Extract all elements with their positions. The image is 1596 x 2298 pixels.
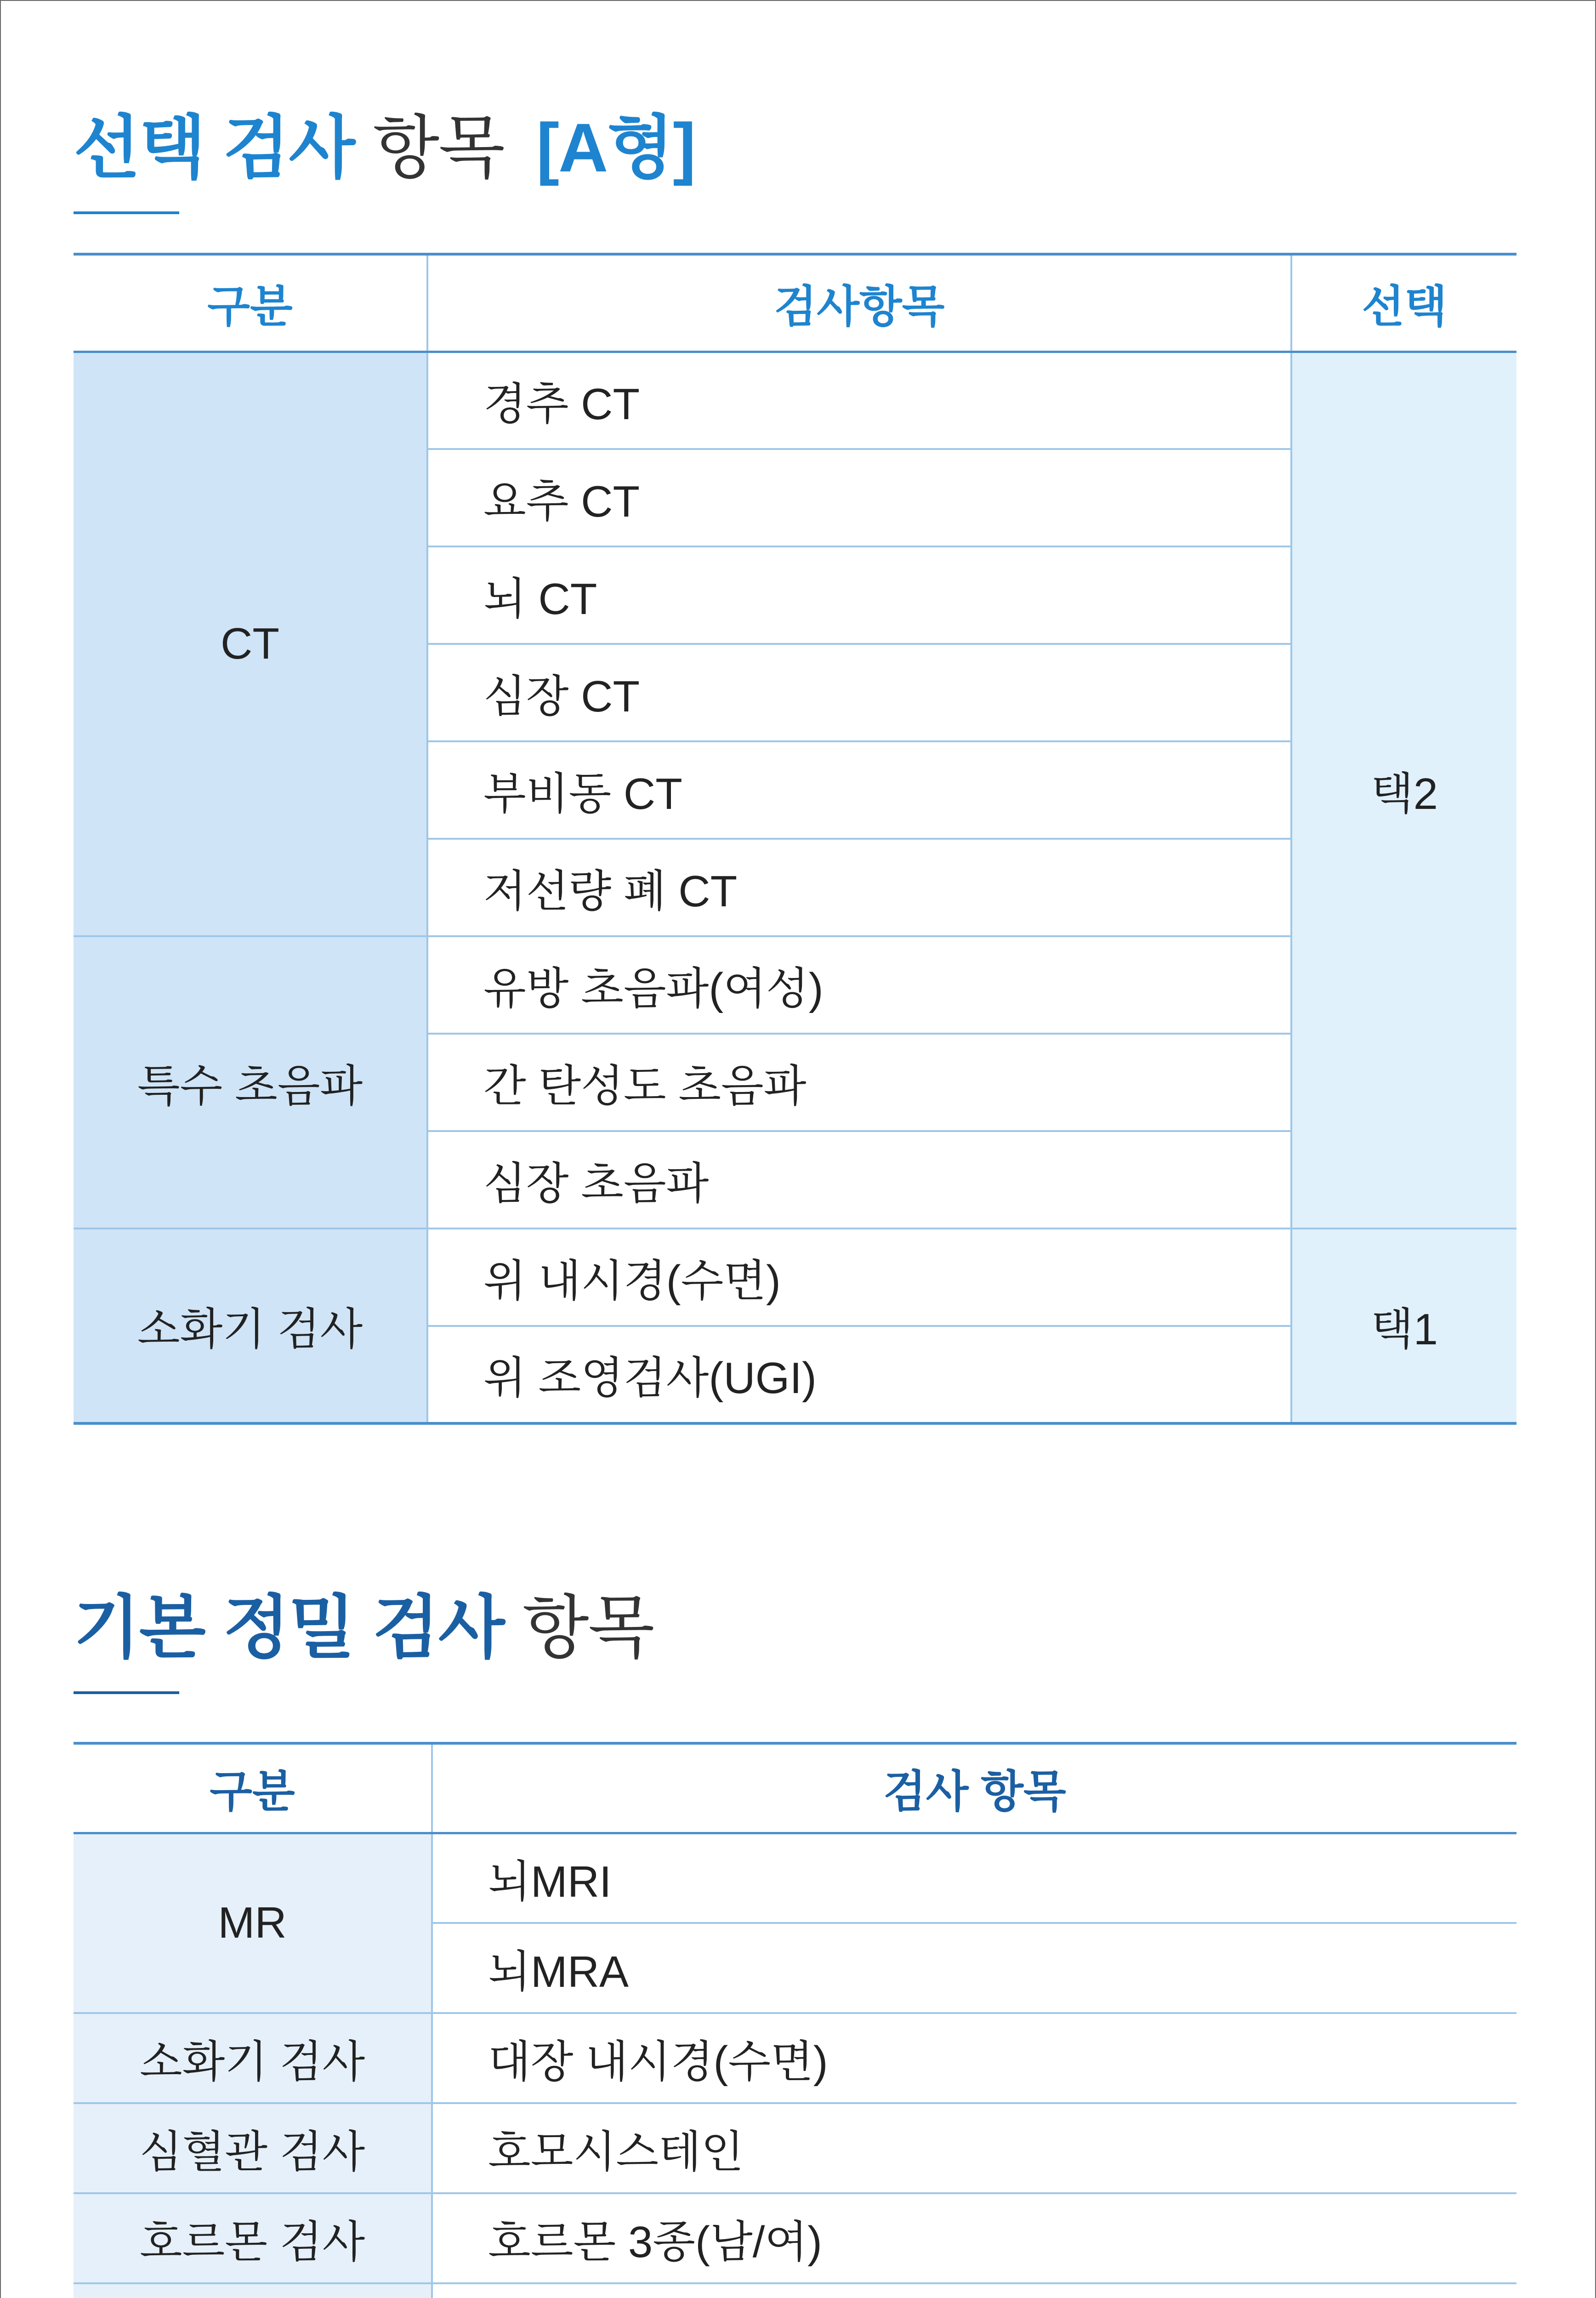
item-cell: 뇌MRA: [432, 1923, 1516, 2013]
item-cell: 유방 초음파(여성): [427, 936, 1291, 1034]
header-category: 구분: [74, 1743, 432, 1833]
category-cell: 소화기 검사: [74, 1229, 427, 1423]
basic-tests-table: [74, 1742, 1516, 2298]
selection-cell: 택2: [1291, 352, 1516, 1229]
item-cell: 호모시스테인: [432, 2103, 1516, 2193]
category-cell: 심혈관 검사: [74, 2103, 432, 2193]
table-row: [74, 1833, 1516, 1923]
header-selection: 선택: [1291, 254, 1516, 352]
table-row: [74, 2283, 1516, 2298]
header-category: 구분: [74, 254, 427, 352]
item-cell: 저선량 폐 CT: [427, 839, 1291, 936]
section1-title: [74, 92, 1516, 211]
header-items: 검사 항목: [432, 1743, 1516, 1833]
item-cell: 경추 CT: [427, 352, 1291, 449]
category-cell: [74, 2283, 432, 2298]
item-cell: 대장 내시경(수면): [432, 2013, 1516, 2103]
item-cell: 심장 초음파: [427, 1131, 1291, 1229]
item-cell: [432, 2283, 1516, 2298]
section1-title-normal: 항목: [373, 109, 505, 186]
section2-title-normal: 항목: [522, 1589, 654, 1666]
item-cell: 뇌 CT: [427, 546, 1291, 644]
item-cell: 부비동 CT: [427, 741, 1291, 839]
table-row: [74, 2193, 1516, 2283]
section1-title-strong: 선택 검사: [74, 109, 355, 186]
item-cell: 심장 CT: [427, 644, 1291, 741]
item-cell: 위 내시경(수면): [427, 1229, 1291, 1326]
section-basic-precision-tests: [74, 1572, 1516, 2298]
section2-title-underline: [74, 1691, 179, 1694]
item-cell: 위 조영검사(UGI): [427, 1326, 1291, 1423]
section1-title-tag: [A형]: [536, 109, 695, 186]
category-cell: 특수 초음파: [74, 936, 427, 1229]
header-items: 검사항목: [427, 254, 1291, 352]
selection-cell: 택1: [1291, 1229, 1516, 1423]
item-cell: 간 탄성도 초음파: [427, 1034, 1291, 1131]
section-optional-tests: [74, 92, 1516, 1425]
section1-title-underline: [74, 211, 179, 214]
item-cell: 요추 CT: [427, 449, 1291, 546]
table-row: [74, 352, 1516, 449]
category-cell: CT: [74, 352, 427, 936]
optional-tests-table: [74, 253, 1516, 1425]
item-cell: 호르몬 3종(남/여): [432, 2193, 1516, 2283]
section2-title: [74, 1572, 1516, 1691]
item-cell: 뇌MRI: [432, 1833, 1516, 1923]
category-cell: 소화기 검사: [74, 2013, 432, 2103]
table-row: [74, 2013, 1516, 2103]
category-cell: MR: [74, 1833, 432, 2013]
table-row: [74, 1229, 1516, 1326]
category-cell: 호르몬 검사: [74, 2193, 432, 2283]
table-row: [74, 2103, 1516, 2193]
section2-title-strong: 기본 정밀 검사: [74, 1589, 504, 1666]
